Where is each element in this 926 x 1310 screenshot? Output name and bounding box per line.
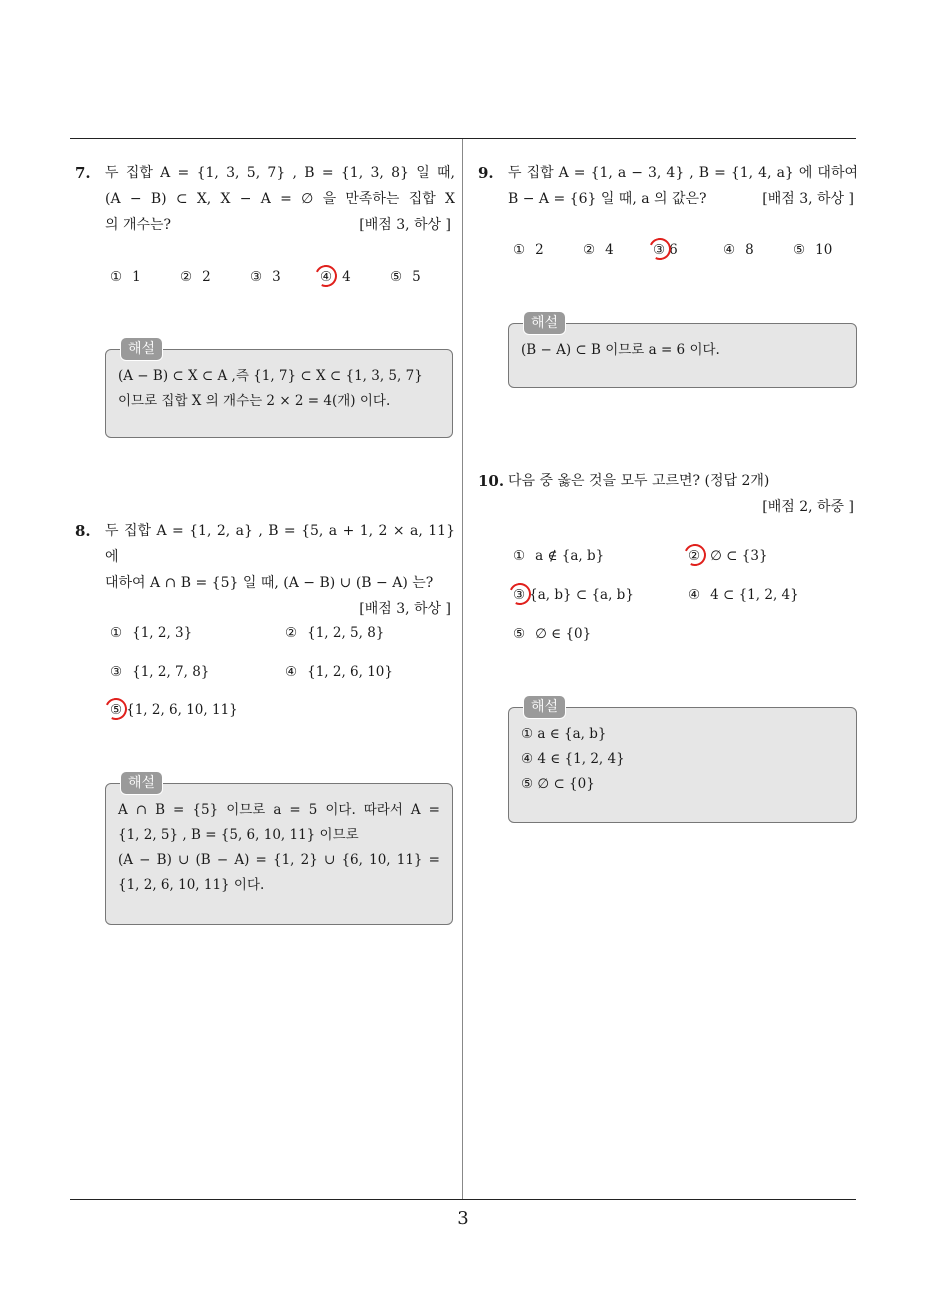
choice-2[interactable]: ② 4 — [583, 242, 614, 258]
choice-1[interactable]: ① {1, 2, 3} — [110, 625, 193, 641]
choice-5[interactable]: ⑤ 10 — [793, 242, 833, 258]
question-text: 두 집합 A = {1, 3, 5, 7} , B = {1, 3, 8} 일 때, — [105, 165, 455, 181]
choice-4[interactable]: ④ {1, 2, 6, 10} — [285, 664, 393, 680]
choice-2[interactable]: ② {1, 2, 5, 8} — [285, 625, 385, 641]
choice-3[interactable]: ③ {a, b} ⊂ {a, b} — [513, 587, 634, 603]
solution-text: (B − A) ⊂ B 이므로 a = 6 이다. — [521, 342, 720, 358]
solution-box-9 — [508, 315, 857, 388]
top-rule — [70, 138, 856, 139]
solution-tag: 해설 — [120, 337, 163, 361]
solution-box-7 — [105, 341, 453, 438]
page-number: 3 — [457, 1208, 469, 1229]
question-text: 두 집합 A = {1, 2, a} , B = {5, a + 1, 2 × a, 11} 에 — [105, 523, 455, 565]
solution-text: ④ 4 ∈ {1, 2, 4} — [521, 751, 625, 767]
solution-tag: 해설 — [120, 771, 163, 795]
choice-1[interactable]: ① 2 — [513, 242, 544, 258]
score-label: [배점 3, 하상 ] — [762, 191, 854, 207]
question-number: 10. — [478, 472, 505, 490]
choice-4[interactable]: ④ 8 — [723, 242, 754, 258]
answer-mark-icon — [646, 235, 674, 263]
question-text: 대하여 A ∩ B = {5} 일 때, (A − B) ∪ (B − A) 는? — [105, 575, 434, 591]
solution-tag: 해설 — [523, 311, 566, 335]
solution-text: ① a ∈ {a, b} — [521, 726, 607, 742]
answer-mark-icon — [681, 541, 709, 569]
solution-text: {1, 2, 6, 10, 11} 이다. — [118, 877, 265, 893]
question-number: 7. — [75, 164, 91, 182]
choice-5[interactable]: ⑤ 5 — [390, 269, 421, 285]
choice-4[interactable]: ④ 4 ⊂ {1, 2, 4} — [688, 587, 799, 603]
solution-box-10 — [508, 699, 857, 823]
score-label: [배점 2, 하중 ] — [762, 499, 854, 515]
choice-5[interactable]: ⑤ ∅ ∈ {0} — [513, 626, 592, 642]
column-divider — [462, 139, 463, 1199]
question-8 — [75, 518, 455, 622]
choice-1[interactable]: ① 1 — [110, 269, 141, 285]
solution-tag: 해설 — [523, 695, 566, 719]
solution-text: {1, 2, 5} , B = {5, 6, 10, 11} 이므로 — [118, 827, 359, 843]
solution-text: (A − B) ∪ (B − A) = {1, 2} ∪ {6, 10, 11} = — [118, 852, 440, 868]
choice-3[interactable]: ③ {1, 2, 7, 8} — [110, 664, 210, 680]
question-text: B − A = {6} 일 때, a 의 값은? — [508, 191, 707, 207]
question-text: (A − B) ⊂ X, X − A = ∅ 을 만족하는 집합 X — [105, 191, 455, 207]
score-label: [배점 3, 하상 ] — [359, 601, 451, 617]
answer-mark-icon — [102, 695, 130, 723]
choice-2[interactable]: ② ∅ ⊂ {3} — [688, 548, 768, 564]
question-10 — [478, 468, 858, 520]
choice-5[interactable]: ⑤ {1, 2, 6, 10, 11} — [110, 702, 238, 718]
question-number: 8. — [75, 522, 91, 540]
choice-3[interactable]: ③ 6 — [653, 242, 678, 258]
solution-text: (A − B) ⊂ X ⊂ A ,즉 {1, 7} ⊂ X ⊂ {1, 3, 5, 7} — [118, 368, 423, 384]
solution-text: ⑤ ∅ ⊂ {0} — [521, 776, 595, 792]
question-9 — [478, 160, 858, 212]
question-text: 다음 중 옳은 것을 모두 고르면? (정답 2개) — [508, 473, 770, 489]
question-number: 9. — [478, 164, 494, 182]
answer-mark-icon — [506, 580, 534, 608]
bottom-rule — [70, 1199, 856, 1200]
question-text: 두 집합 A = {1, a − 3, 4} , B = {1, 4, a} 에 대하여 — [508, 165, 858, 181]
choice-2[interactable]: ② 2 — [180, 269, 211, 285]
choice-1[interactable]: ① a ∉ {a, b} — [513, 548, 605, 564]
question-text: 의 개수는? — [105, 217, 172, 233]
solution-text: 이므로 집합 X 의 개수는 2 × 2 = 4(개) 이다. — [118, 393, 391, 409]
choice-3[interactable]: ③ 3 — [250, 269, 281, 285]
choice-4[interactable]: ④ 4 — [320, 269, 351, 285]
score-label: [배점 3, 하상 ] — [359, 217, 451, 233]
question-7 — [75, 160, 455, 238]
solution-box-8 — [105, 775, 453, 925]
solution-text: A ∩ B = {5} 이므로 a = 5 이다. 따라서 A = — [118, 802, 440, 818]
answer-mark-icon — [312, 262, 340, 290]
